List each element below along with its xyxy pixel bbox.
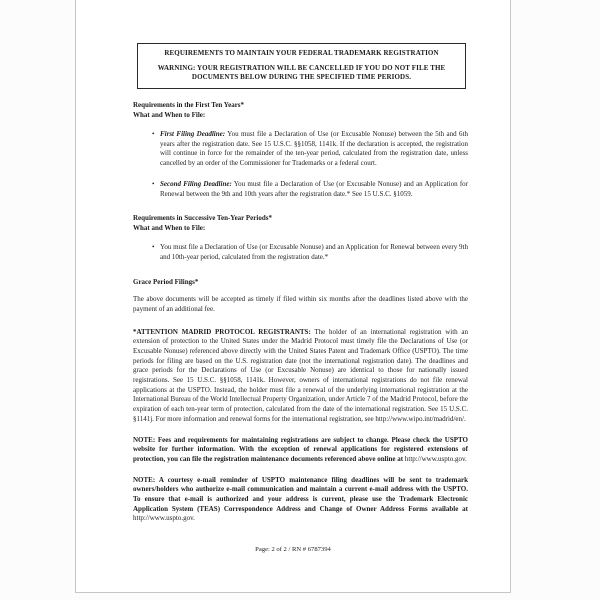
grace-period-heading: Grace Period Filings* xyxy=(133,277,199,286)
warning-text: WARNING: YOUR REGISTRATION WILL BE CANCELLED IF YOU DO NOT FILE THE DOCUMENTS BELOW DURING THE SPECIFIED TIME PERIODS. xyxy=(157,64,446,81)
madrid-protocol-paragraph xyxy=(133,328,468,425)
first-ten-years-heading: Requirements in the First Ten Years* xyxy=(133,101,245,109)
page-footer: Page: 2 of 2 / RN # 6787394 xyxy=(255,546,331,553)
note-fees-paragraph xyxy=(133,436,468,465)
first-filing-deadline-text xyxy=(160,130,468,169)
madrid-protocol-body: The holder of an international registration with an extension of protection to the United States under the Madrid Protocol must timely file the Declarations of Use (or Excusable Nonuse) referenced above directly with the United States Patent and Trademark Office (USPTO). The time periods for filing are based on the U.S. registration date (not the international registration date). The deadlines and grace periods for the Declarations of Use (or Excusable Nonuse) are identical to those for nationally issued registrations. See 15 U.S.C. §§1058, 1141k. However, owners of international registrations do not file renewal applications at the USPTO. Instead, the holder must file a renewal of the underlying international registration at the International Bureau of the World Intellectual Property Organization, under Article 7 of the Madrid Protocol, before the expiration of each ten-year term of protection, calculated from the date of the international registration. See 15 U.S.C. §1141j. For more information and renewal forms for the international registration, see xyxy=(133,327,469,423)
grace-period-body: The above documents will be accepted as timely if filed within six months after the deadlines listed above with the payment of an additional fee. xyxy=(133,295,468,313)
second-filing-deadline-text xyxy=(160,180,468,199)
uspto-url: http://www.uspto.gov. xyxy=(133,514,195,523)
what-when-to-file-heading: What and When to File: xyxy=(133,110,206,119)
page-content xyxy=(76,0,510,524)
requirements-warning-box xyxy=(137,43,466,89)
what-when-to-file-heading: What and When to File: xyxy=(133,223,206,232)
second-filing-deadline-label: Second Filing Deadline: xyxy=(160,179,232,188)
note-email-reminder-paragraph xyxy=(133,476,468,525)
madrid-protocol-lead: *ATTENTION MADRID PROTOCOL REGISTRANTS: xyxy=(133,327,311,336)
successive-periods-bullet-list xyxy=(133,243,468,262)
list-item xyxy=(133,243,468,262)
bullet-icon: • xyxy=(152,243,155,252)
document-page xyxy=(75,0,511,593)
successive-periods-heading: Requirements in Successive Ten-Year Periods* xyxy=(133,214,272,223)
first-ten-years-bullet-list xyxy=(133,130,468,199)
first-ten-years-heading-group xyxy=(133,101,468,120)
uspto-url: http://www.uspto.gov. xyxy=(404,454,467,463)
list-item xyxy=(133,130,468,169)
note-email-reminder-body: NOTE: A courtesy e-mail reminder of USPTO maintenance filing deadlines will be sent to trademark owners/holders who authorize e-mail communication and maintain a current e-mail address with the USPTO. To ensure that e-mail is authorized and your address is current, please use the Trademark Electronic Application System (TEAS) Correspondence Address and Change of Owner Address Forms available at xyxy=(133,475,468,513)
list-item xyxy=(133,180,468,199)
bullet-icon: • xyxy=(152,179,155,188)
bullet-icon: • xyxy=(152,130,155,138)
successive-periods-heading-group xyxy=(133,214,468,233)
note-fees-body: NOTE: Fees and requirements for maintaining registrations are subject to change. Please check the USPTO website for further information. With the exception of renewal applications for registered extensions of protection, you can file the registration maintenance documents referenced above online at xyxy=(133,435,468,463)
wipo-url: http://www.wipo.int/madrid/en/. xyxy=(375,414,466,423)
second-filing-deadline-body: You must file a Declaration of Use (or Excusable Nonuse) and an Application for Renewal between the 9th and 10th years after the registration date.* See 15 U.S.C. §1059. xyxy=(160,179,468,198)
first-filing-deadline-body: You must file a Declaration of Use (or Excusable Nonuse) between the 5th and 6th years after the registration date. See 15 U.S.C. §§1058, 1141k. If the declaration is accepted, the registration will continue in force for the remainder of the ten-year period, calculated from the registration date, unless cancelled by an order of the Commissioner for Trademarks or a federal court. xyxy=(160,130,468,168)
successive-periods-bullet-text: You must file a Declaration of Use (or Excusable Nonuse) and an Application for Renewal between every 9th and 10th-year period, calculated from the registration date.* xyxy=(160,243,468,261)
requirements-title: REQUIREMENTS TO MAINTAIN YOUR FEDERAL TRADEMARK REGISTRATION xyxy=(164,49,439,57)
first-filing-deadline-label: First Filing Deadline: xyxy=(160,130,226,138)
